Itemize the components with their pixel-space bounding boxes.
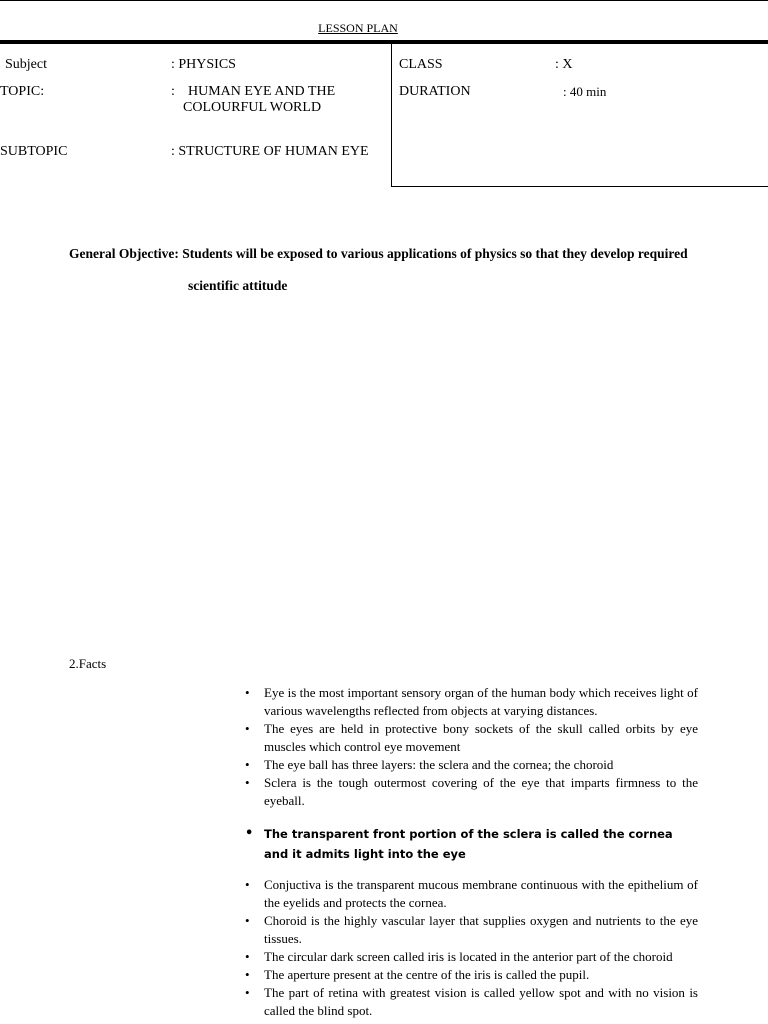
bullet-icon: • bbox=[245, 757, 250, 772]
subject-value: : PHYSICS bbox=[171, 57, 236, 72]
list-item: • Choroid is the highly vascular layer that supplies oxygen and nutrients to the eye tissues. bbox=[245, 913, 698, 946]
class-info-box bbox=[391, 44, 768, 187]
bullet-icon: • bbox=[245, 775, 250, 790]
duration-value: : 40 min bbox=[563, 84, 607, 99]
bullet-icon: • bbox=[245, 826, 254, 841]
list-item: • The eyes are held in protective bony sockets of the skull called orbits by eye muscles which control eye movement bbox=[245, 721, 698, 754]
facts-list bbox=[245, 684, 698, 1020]
list-item: • Conjuctiva is the transparent mucous membrane continuous with the epithelium of the eyelids and protects the cornea. bbox=[245, 877, 698, 910]
topic-label: TOPIC: bbox=[0, 84, 45, 99]
objective-line1: General Objective: Students will be exposed to various applications of physics so that they develop required bbox=[69, 246, 688, 261]
bullet-icon: • bbox=[245, 721, 250, 736]
bullet-icon: • bbox=[245, 967, 250, 982]
class-label: CLASS bbox=[399, 57, 443, 72]
bullet-icon: • bbox=[245, 985, 250, 1000]
class-value: : X bbox=[555, 57, 573, 72]
list-item-highlight: • The transparent front portion of the sclera is called the cornea and it admits light into the eye bbox=[245, 826, 673, 861]
list-item: • The aperture present at the centre of the iris is called the pupil. bbox=[245, 967, 590, 982]
topic-colon: : bbox=[171, 84, 175, 99]
topic-value-line2: COLOURFUL WORLD bbox=[183, 100, 322, 115]
bullet-icon: • bbox=[245, 685, 250, 700]
duration-label: DURATION bbox=[399, 84, 471, 99]
topic-value-line1: HUMAN EYE AND THE bbox=[188, 84, 336, 99]
bullet-icon: • bbox=[245, 913, 250, 928]
list-item: • Eye is the most important sensory organ of the human body which receives light of various wavelengths reflected from objects at varying distances. bbox=[245, 685, 698, 718]
subject-label: Subject bbox=[5, 57, 47, 72]
bullet-icon: • bbox=[245, 949, 250, 964]
bullet-icon: • bbox=[245, 877, 250, 892]
subtopic-value: : STRUCTURE OF HUMAN EYE bbox=[171, 144, 369, 159]
facts-heading: 2.Facts bbox=[69, 656, 107, 671]
document-title: LESSON PLAN bbox=[318, 21, 398, 35]
subtopic-label: SUBTOPIC bbox=[0, 144, 68, 159]
list-item: • The circular dark screen called iris is located in the anterior part of the choroid bbox=[245, 949, 673, 964]
list-item: • The part of retina with greatest vision is called yellow spot and with no vision is called the blind spot. bbox=[245, 985, 698, 1018]
top-border-line bbox=[0, 0, 768, 1]
objective-line2: scientific attitude bbox=[188, 278, 288, 293]
list-item: • The eye ball has three layers: the sclera and the cornea; the choroid bbox=[245, 757, 614, 772]
list-item: • Sclera is the tough outermost covering of the eye that imparts firmness to the eyeball. bbox=[245, 775, 698, 808]
general-objective bbox=[69, 238, 729, 302]
